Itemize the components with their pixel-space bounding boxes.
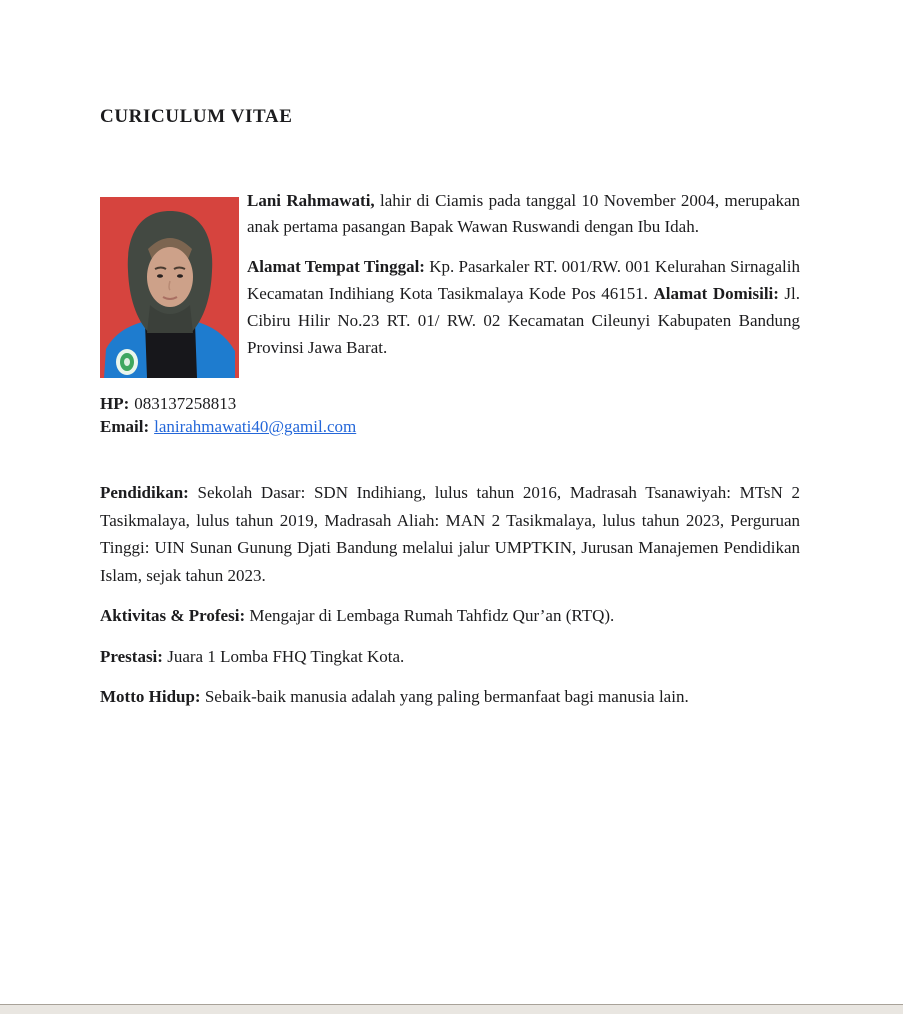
motto-label: Motto Hidup:	[100, 687, 201, 706]
activity-paragraph	[100, 602, 800, 630]
email-line	[100, 415, 800, 438]
address-home-text: Kp. Pasarkaler RT. 001/RW. 001 Kelurahan Sirnagalih Kecamatan Indihiang Kota Tasikmalaya Kode Pos 46151.	[247, 257, 800, 303]
email-link[interactable]: lanirahmawati40@gamil.com	[154, 417, 357, 436]
achievement-paragraph	[100, 643, 800, 671]
address-domicile-text: Jl. Cibiru Hilir No.23 RT. 01/ RW. 02 Kecamatan Cileunyi Kabupaten Bandung Provinsi Jawa Barat.	[247, 284, 801, 357]
page-title: CURICULUM VITAE	[100, 106, 293, 127]
phone-value: 083137258813	[134, 394, 237, 413]
activity-label: Aktivitas & Profesi:	[100, 606, 246, 625]
bio-section	[100, 188, 800, 378]
achievement-label: Prestasi:	[100, 646, 163, 666]
education-label: Pendidikan:	[100, 483, 189, 502]
education-text: Sekolah Dasar: SDN Indihiang, lulus tahun 2016, Madrasah Tsanawiyah: MTsN 2 Tasikmalaya, lulus tahun 2019, Madrasah Aliah: MAN 2 Tasikmalaya, lulus tahun 2023, Perguruan Tinggi: UIN Sunan Gunung Djati Bandung melalui jalur UMPTKIN, Jurusan Manajemen Pendidikan Islam, sejak tahun 2023.	[100, 483, 800, 585]
email-label: Email:	[100, 417, 150, 436]
address-domicile-label: Alamat Domisili:	[653, 284, 779, 303]
phone-line	[100, 392, 800, 415]
phone-label: HP:	[100, 394, 130, 413]
cv-sections	[100, 479, 800, 711]
name-label: Lani Rahmawati,	[247, 191, 375, 210]
education-paragraph	[100, 479, 800, 589]
portrait-photo-graphic	[100, 197, 239, 378]
intro-text: lahir di Ciamis pada tanggal 10 November 2004, merupakan anak pertama pasangan Bapak Wawan Ruswandi dengan Ibu Idah.	[247, 191, 800, 236]
contact-block	[100, 392, 800, 438]
activity-text: Mengajar di Lembaga Rumah Tahfidz Qur’an (RTQ).	[245, 606, 615, 625]
profile-photo	[100, 197, 239, 378]
motto-text: Sebaik-baik manusia adalah yang paling bermanfaat bagi manusia lain.	[200, 687, 689, 706]
address-home-label: Alamat Tempat Tinggal:	[247, 257, 425, 276]
motto-paragraph	[100, 683, 800, 711]
viewer-page-bottom-edge	[0, 1004, 903, 1014]
achievement-text: Juara 1 Lomba FHQ Tingkat Kota.	[162, 646, 405, 666]
